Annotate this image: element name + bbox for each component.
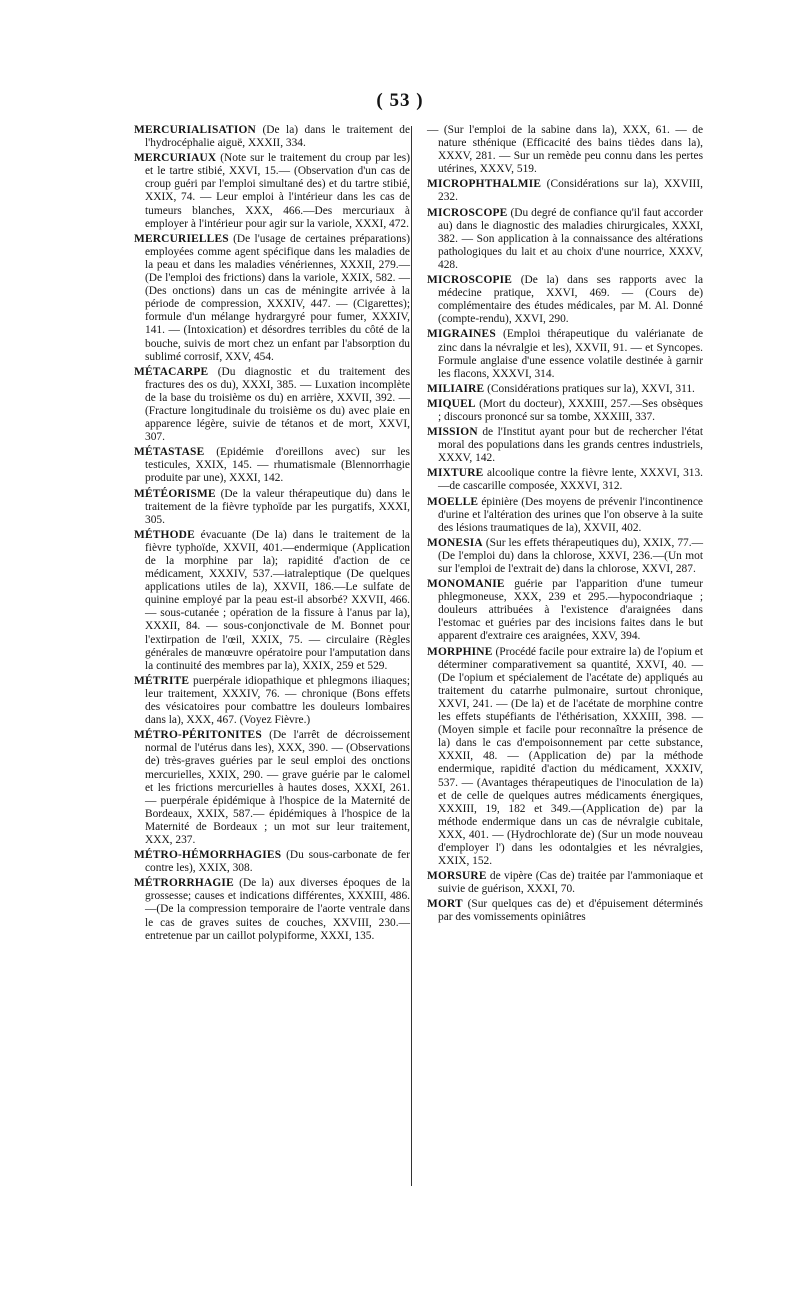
entry-text: (Sur les effets thérapeutiques du), XXIX, 77.—(De l'emploi du) dans la chlorose, XXVI, 236.—(Un mot sur l'emploi de l'extrait de) dans la chlorose, XXVI, 287. (438, 536, 703, 575)
index-entry (427, 328, 703, 380)
entry-headword: MISSION (427, 426, 478, 439)
index-entry (134, 446, 410, 485)
index-entry (427, 383, 703, 396)
index-entry (427, 646, 703, 869)
entry-text: (De l'arrêt de décroissement normal de l'utérus dans les), XXX, 390. — (Observations de) très-graves guéries par le seul emploi des onctions mercurielles, XXIX, 290. — grave guérie par le calomel et les frictions mercurielles à hautes doses, XXXI, 261. — puerpérale épidémique à l'hospice de la Maternité de Bordeaux, XXIX, 587.— épidémiques à l'hospice de la Maternité de Bordeaux ; un mot sur leur traitement, XXX, 237. (145, 729, 410, 846)
index-entry (427, 537, 703, 576)
entry-headword: MÉTHODE (134, 528, 195, 541)
entry-headword: MERCURIAUX (134, 152, 217, 165)
entry-text: (Epidémie d'oreillons avec) sur les testicules, XXIX, 145. — rhumatismale (Blennorrhagie produite par une), XXXI, 142. (145, 446, 410, 485)
entry-headword: MÉTRO-PÉRITONITES (134, 729, 262, 742)
entry-headword: MÉTRITE (134, 674, 190, 687)
entry-headword: MÉTÉORISME (134, 487, 216, 500)
index-entry (134, 849, 410, 875)
entry-text: puerpérale idiopathique et phlegmons iliaques; leur traitement, XXXIV, 76. — chronique (Bons effets des vésicatoires pour combattre les douleurs lombaires dans la), XXX, 467. (Voyez Fièvre.) (145, 674, 410, 727)
entry-text: (Du diagnostic et du traitement des fractures des os du), XXXI, 385. — Luxation incomplète de la base du troisième os du) en arrière, XXVII, 392. — (Fracture longitudinale du troisième os du) avec plaie en apparence légère, suivie de tétanos et de mort, XXVI, 307. (145, 365, 410, 444)
index-entry (134, 877, 410, 942)
entry-text: (De la) dans le traitement de l'hydrocéphalie aiguë, XXXII, 334. (145, 124, 410, 150)
entry-text: de vipère (Cas de) traitée par l'ammoniaque et suivie de guérison, XXXI, 70. (438, 870, 703, 896)
entry-headword: MORSURE (427, 870, 487, 883)
entry-text: (De la) dans ses rapports avec la médecine pratique, XXVI, 469. — (Cours de) complémentaire des études médicales, par M. Al. Donné (compte-rendu), XXVI, 290. (438, 274, 703, 326)
index-entry (427, 578, 703, 643)
entry-headword: MILIAIRE (427, 382, 485, 395)
entry-text: (Note sur le traitement du croup par les) et le tartre stibié, XXVI, 15.— (Observation d'un cas de croup guéri par l'emploi simultané des) et du tartre stibié, XXIX, 74. — Leur emploi à l'intérieur dans les cas de tumeurs blanches, XXX, 466.—Des mercuriaux à employer à l'intérieur pour agir sur la variole, XXXI, 472. (145, 152, 410, 230)
entry-headword: MICROSCOPE (427, 206, 508, 219)
entry-text: (Emploi thérapeutique du valérianate de zinc dans la névralgie et les), XXVII, 91. — et Syncopes. Formule anglaise d'une essence volatile destinée à garnir les flacons, XXXVI, 314. (438, 328, 703, 380)
entry-text: — (Sur l'emploi de la sabine dans la), XXX, 61. — de nature sthénique (Efficacité des bains tièdes dans la), XXXV, 281. — Sur un remède peu connu dans les pertes utérines, XXXV, 519. (427, 124, 703, 176)
entry-text: (Du degré de confiance qu'il faut accorder au) dans le diagnostic des maladies chirurgicales, XXXI, 382. — Son application à la connaissance des altérations pathologiques du lait et au choix d'une nourrice, XXXV, 428. (438, 206, 703, 271)
index-entry (134, 675, 410, 727)
entry-text: (De la) aux diverses époques de la grossesse; causes et indications différentes, XXXIII, 486.—(De la compression temporaire de l'aorte ventrale dans le cas de graves suites de couches, XXVIII, 230.—entretenue par un caillot polypiforme, XXXI, 135. (145, 877, 410, 942)
entry-headword: MONOMANIE (427, 578, 505, 591)
index-entry (134, 529, 410, 673)
entry-headword: MIQUEL (427, 397, 476, 410)
entry-headword: MERCURIELLES (134, 232, 229, 245)
index-entry (134, 233, 410, 364)
entry-headword: MORPHINE (427, 645, 493, 658)
index-column-right (427, 124, 703, 927)
index-entry (427, 178, 703, 204)
entry-headword: MICROPHTHALMIE (427, 178, 542, 191)
entry-text: (Considérations sur la), XXVIII, 232. (438, 178, 703, 204)
index-entry (427, 870, 703, 896)
entry-headword: MIXTURE (427, 467, 484, 480)
entry-text: (Considérations pratiques sur la), XXVI, 311. (484, 382, 695, 395)
entry-headword: MÉTASTASE (134, 446, 205, 459)
index-entry (427, 496, 703, 535)
index-entry-continued (427, 124, 703, 176)
index-entry (427, 467, 703, 493)
index-entry (427, 398, 703, 424)
entry-text: (Du sous-carbonate de fer contre les), XXIX, 308. (145, 849, 410, 875)
column-divider (411, 126, 412, 1186)
entry-text: (De l'usage de certaines préparations) employées comme agent spécifique dans les maladies de la peau et dans les maladies vénériennes, XXXII, 279.—(De l'emploi des frictions) dans la variole, XXIX, 582. — (Des onctions) dans un cas de méningite arrivée à la période de compression, XXXIV, 447. — (Cigarettes); formule d'un mélange hydrargyré pour fumer, XXXIV, 141. — (Intoxication) et désordres terribles du côté de la bouche, suivis de mort chez un enfant par l'absorption du sublimé corrosif, XXV, 454. (145, 232, 410, 363)
entry-text: (Procédé facile pour extraire la) de l'opium et déterminer comparativement sa quantité, XXVI, 40. — (De l'opium et spécialement de l'acétate de) appliqués au traitement du catarrhe pulmonaire, surtout chronique, XXVI, 241. — (De la) et de l'acétate de morphine contre les effets stupéfiants de l'éthérisation, XXXIII, 398. — (Moyen simple et facile pour reconnaître la présence de la) dans le cas d'empoisonnement par cette substance, XXXII, 48. — (Application de) par la méthode endermique, rapidité d'action du médicament, XXXIV, 537. — (Avantages thérapeutiques de l'inoculation de la) et de celle de quelques autres médicaments énergiques, XXXIII, 19, 182 et 349.—(Application de) par la méthode endermique dans un cas de névralgie cubitale, XXX, 401. — (Hydrochlorate de) (Sur un mode nouveau d'employer l') dans les odontalgies et les névralgies, XXIX, 152. (438, 645, 703, 868)
index-entry (427, 426, 703, 465)
entry-headword: MÉTRO-HÉMORRHAGIES (134, 849, 282, 862)
entry-text: (De la valeur thérapeutique du) dans le traitement de la fièvre typhoïde par les purgatifs, XXXI, 305. (145, 487, 410, 526)
index-entry (134, 366, 410, 445)
page-number: ( 53 ) (376, 90, 424, 111)
index-entry (427, 207, 703, 272)
entry-text: évacuante (De la) dans le traitement de la fièvre typhoïde, XXVII, 401.—endermique (Application de la morphine par la); rapidité d'action de ce médicament, XXXIV, 537.—iatraleptique (De quelques applications utiles de la), XXVII, 186.—Le sulfate de quinine employé par la peau est-il absorbé? XXVII, 466. — sous-cutanée ; opération de la fissure à l'anus par la), XXXII, 84. — sous-conjonctivale de M. Bonnet pour l'extirpation de l'œil, XXIX, 75. — circulaire (Règles générales de manœuvre opératoire pour l'amputation dans la continuité des membres par la), XXIX, 259 et 529. (145, 528, 410, 672)
index-entry (134, 729, 410, 847)
entry-text: alcoolique contre la fièvre lente, XXXVI, 313.—de cascarille composée, XXXVI, 312. (438, 467, 703, 493)
entry-text: de l'Institut ayant pour but de rechercher l'état moral des populations dans les grands centres industriels, XXXV, 142. (438, 426, 703, 465)
entry-headword: MICROSCOPIE (427, 274, 513, 287)
entry-text: épinière (Des moyens de prévenir l'incontinence d'urine et l'altération des urines que l'on observe à la suite des lésions traumatiques de la), XXVII, 402. (438, 495, 703, 534)
index-entry (134, 124, 410, 150)
entry-headword: MÉTRORRHAGIE (134, 877, 234, 890)
entry-headword: MERCURIALISATION (134, 124, 256, 136)
entry-headword: MÉTACARPE (134, 365, 209, 378)
entry-headword: MOELLE (427, 495, 479, 508)
index-entry (427, 898, 703, 924)
index-column-left (134, 124, 410, 945)
index-entry (427, 274, 703, 326)
index-entry (134, 152, 410, 231)
entry-headword: MORT (427, 898, 463, 911)
entry-text: guérie par l'apparition d'une tumeur phlegmoneuse, XXX, 239 et 295.—hypocondriaque ; douleurs attribuées à l'existence d'araignées dans l'estomac et guéries par des incisions faites dans le but apparent d'extraire ces araignées, XXV, 394. (438, 578, 703, 643)
entry-headword: MIGRAINES (427, 328, 496, 341)
entry-text: (Sur quelques cas de) et d'épuisement déterminés par des vomissements opiniâtres (438, 898, 703, 924)
entry-text: (Mort du docteur), XXXIII, 257.—Ses obsèques ; discours prononcé sur sa tombe, XXXIII, 337. (438, 397, 703, 423)
index-entry (134, 488, 410, 527)
entry-headword: MONESIA (427, 536, 483, 549)
